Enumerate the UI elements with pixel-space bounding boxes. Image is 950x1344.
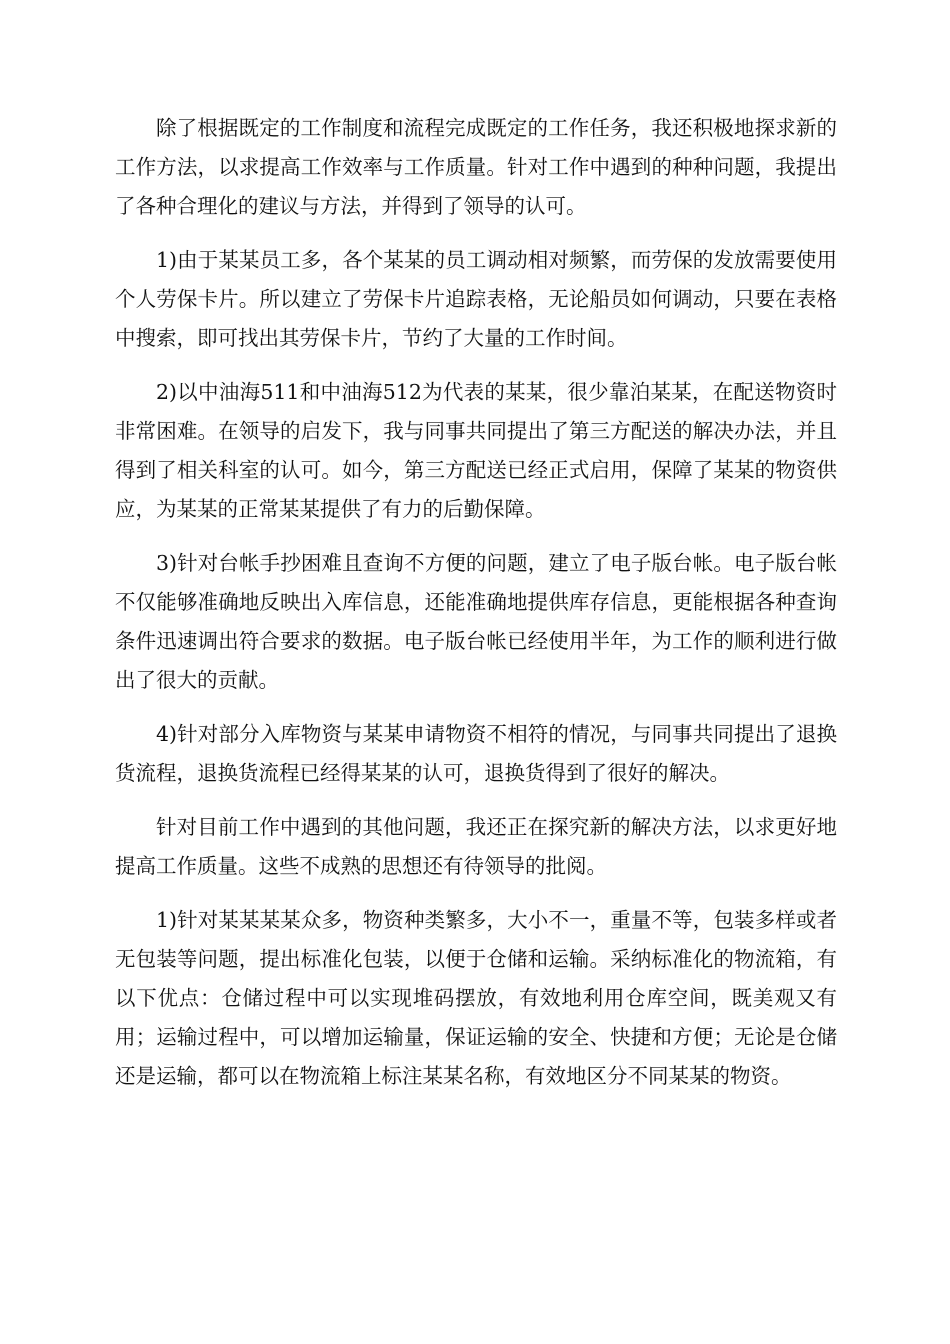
proposal-1-paragraph: 1)针对某某某某众多，物资种类繁多，大小不一，重量不等，包装多样或者无包装等问题，提出标准化包装，以便于仓储和运输。采纳标准化的物流箱，有以下优点：仓储过程中可以实现堆码摆放，有效地利用仓库空间，既美观又有用；运输过程中，可以增加运输量，保证运输的安全、快捷和方便；无论是仓储还是运输，都可以在物流箱上标注某某名称，有效地区分不同某某的物资。 (115, 908, 837, 1088)
outlook-paragraph: 针对目前工作中遇到的其他问题，我还正在探究新的解决方法，以求更好地提高工作质量。这些不成熟的思想还有待领导的批阅。 (115, 815, 837, 878)
item-1-paragraph: 1)由于某某员工多，各个某某的员工调动相对频繁，而劳保的发放需要使用个人劳保卡片。所以建立了劳保卡片追踪表格，无论船员如何调动，只要在表格中搜索，即可找出其劳保卡片，节约了大量的工作时间。 (115, 248, 837, 350)
item-4-paragraph: 4)针对部分入库物资与某某申请物资不相符的情况，与同事共同提出了退换货流程，退换货流程已经得某某的认可，退换货得到了很好的解决。 (115, 722, 837, 785)
item-3-paragraph: 3)针对台帐手抄困难且查询不方便的问题，建立了电子版台帐。电子版台帐不仅能够准确地反映出入库信息，还能准确地提供库存信息，更能根据各种查询条件迅速调出符合要求的数据。电子版台帐已经使用半年，为工作的顺利进行做出了很大的贡献。 (115, 551, 837, 692)
document-page (115, 109, 837, 1111)
intro-paragraph: 除了根据既定的工作制度和流程完成既定的工作任务，我还积极地探求新的工作方法，以求提高工作效率与工作质量。针对工作中遇到的种种问题，我提出了各种合理化的建议与方法，并得到了领导的认可。 (115, 116, 837, 218)
item-2-paragraph: 2)以中油海511和中油海512为代表的某某，很少靠泊某某，在配送物资时非常困难。在领导的启发下，我与同事共同提出了第三方配送的解决办法，并且得到了相关科室的认可。如今，第三方配送已经正式启用，保障了某某的物资供应，为某某的正常某某提供了有力的后勤保障。 (115, 380, 837, 521)
